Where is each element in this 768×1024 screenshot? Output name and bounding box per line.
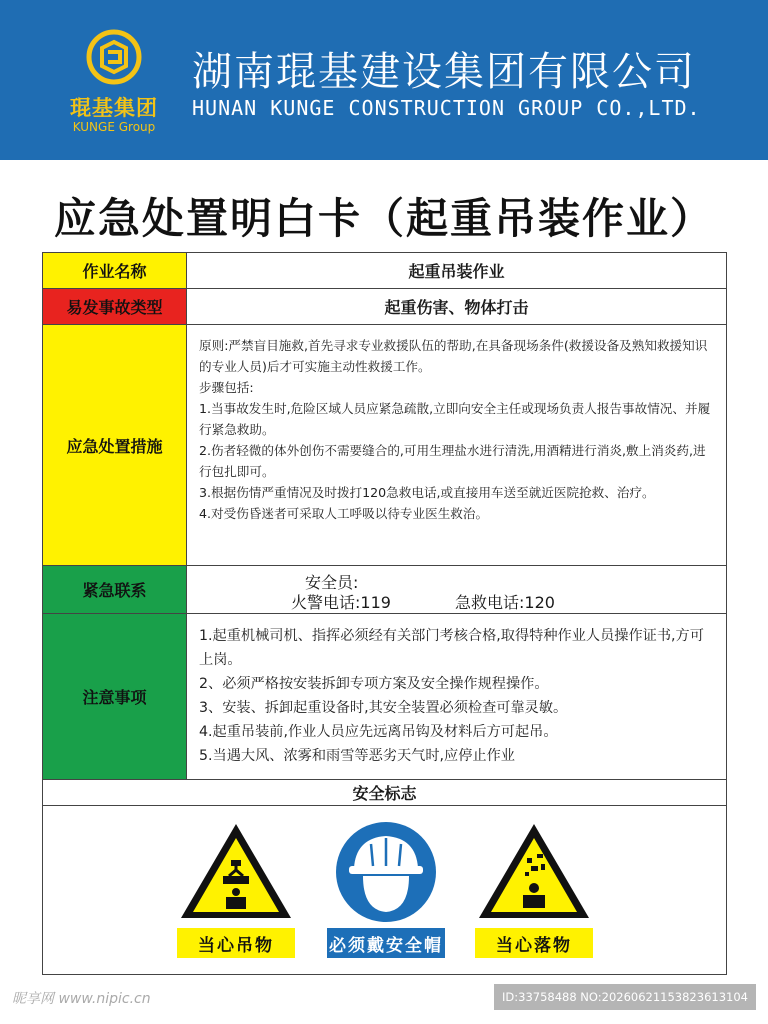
notes-line: 2、必须严格按安装拆卸专项方案及安全操作规程操作。 <box>199 676 549 692</box>
company-name-english: HUNAN KUNGE CONSTRUCTION GROUP CO.,LTD. <box>192 96 701 120</box>
job-name-value: 起重吊装作业 <box>408 262 505 281</box>
safety-signs-area <box>43 806 726 974</box>
hanging-load-warning-icon <box>177 820 295 924</box>
accident-type-label: 易发事故类型 <box>43 289 187 324</box>
measures-line: 步骤包括: <box>199 380 254 395</box>
measures-line: 2.伤者轻微的体外创伤不需要缝合的,可用生理盐水进行清洗,用酒精进行消炎,敷上消炎药,进行包扎即可。 <box>199 443 706 479</box>
fire-phone-text: 火警电话:119 <box>291 593 391 612</box>
measures-line: 原则:严禁盲目施救,首先寻求专业救援队伍的帮助,在具备现场条件(救援设备及熟知救援知识的专业人员)后才可实施主动性救援工作。 <box>199 338 708 374</box>
sign-hard-hat <box>327 820 445 960</box>
contact-row <box>43 566 726 614</box>
sign-label: 当心吊物 <box>177 928 295 958</box>
contact-info <box>187 566 726 613</box>
logo-chinese-name: 琨基集团 <box>70 96 158 120</box>
contact-label: 紧急联系 <box>43 566 187 613</box>
sign-falling-object <box>475 820 593 960</box>
company-header <box>0 0 768 160</box>
accident-type-row <box>43 289 726 325</box>
hard-hat-mandatory-icon <box>327 820 445 924</box>
notes-line: 5.当遇大风、浓雾和雨雪等恶劣天气时,应停止作业 <box>199 748 515 764</box>
watermark-site: 昵享网 www.nipic.cn <box>12 991 151 1007</box>
sign-label: 当心落物 <box>475 928 593 958</box>
sign-hanging-load <box>177 820 295 960</box>
measures-label: 应急处置措施 <box>43 325 187 565</box>
page-title: 应急处置明白卡（起重吊装作业） <box>53 194 714 243</box>
job-name-label: 作业名称 <box>43 253 187 288</box>
emergency-card-table <box>42 252 727 975</box>
logo-english-name: KUNGE Group <box>72 120 156 134</box>
notes-row <box>43 614 726 780</box>
job-name-row <box>43 253 726 289</box>
measures-text <box>187 325 726 565</box>
notes-label: 注意事项 <box>43 614 187 779</box>
watermark-id: ID:33758488 NO:20260621153823613104 <box>494 984 756 1010</box>
accident-type-value: 起重伤害、物体打击 <box>384 298 529 317</box>
safety-officer-text: 安全员: <box>305 573 359 592</box>
sign-label: 必须戴安全帽 <box>327 928 445 958</box>
notes-line: 4.起重吊装前,作业人员应先远离吊钩及材料后方可起吊。 <box>199 724 558 740</box>
company-logo <box>54 28 174 138</box>
ambulance-phone-text: 急救电话:120 <box>455 593 555 612</box>
measures-line: 4.对受伤昏迷者可采取人工呼吸以待专业医生救治。 <box>199 506 489 521</box>
safety-signs-header: 安全标志 <box>43 780 726 806</box>
kunge-logo-icon <box>80 28 148 86</box>
measures-line: 3.根据伤情严重情况及时拨打120急救电话,或直接用车送至就近医院抢救、治疗。 <box>199 485 655 500</box>
falling-object-warning-icon <box>475 820 593 924</box>
notes-text <box>187 614 726 779</box>
notes-line: 3、安装、拆卸起重设备时,其安全装置必须检查可靠灵敏。 <box>199 700 568 716</box>
measures-row <box>43 325 726 566</box>
measures-line: 1.当事故发生时,危险区域人员应紧急疏散,立即向安全主任或现场负责人报告事故情况、并履行紧急救助。 <box>199 401 711 437</box>
notes-line: 1.起重机械司机、指挥必须经有关部门考核合格,取得特种作业人员操作证书,方可上岗。 <box>199 628 704 668</box>
company-name-chinese: 湖南琨基建设集团有限公司 <box>192 49 696 95</box>
